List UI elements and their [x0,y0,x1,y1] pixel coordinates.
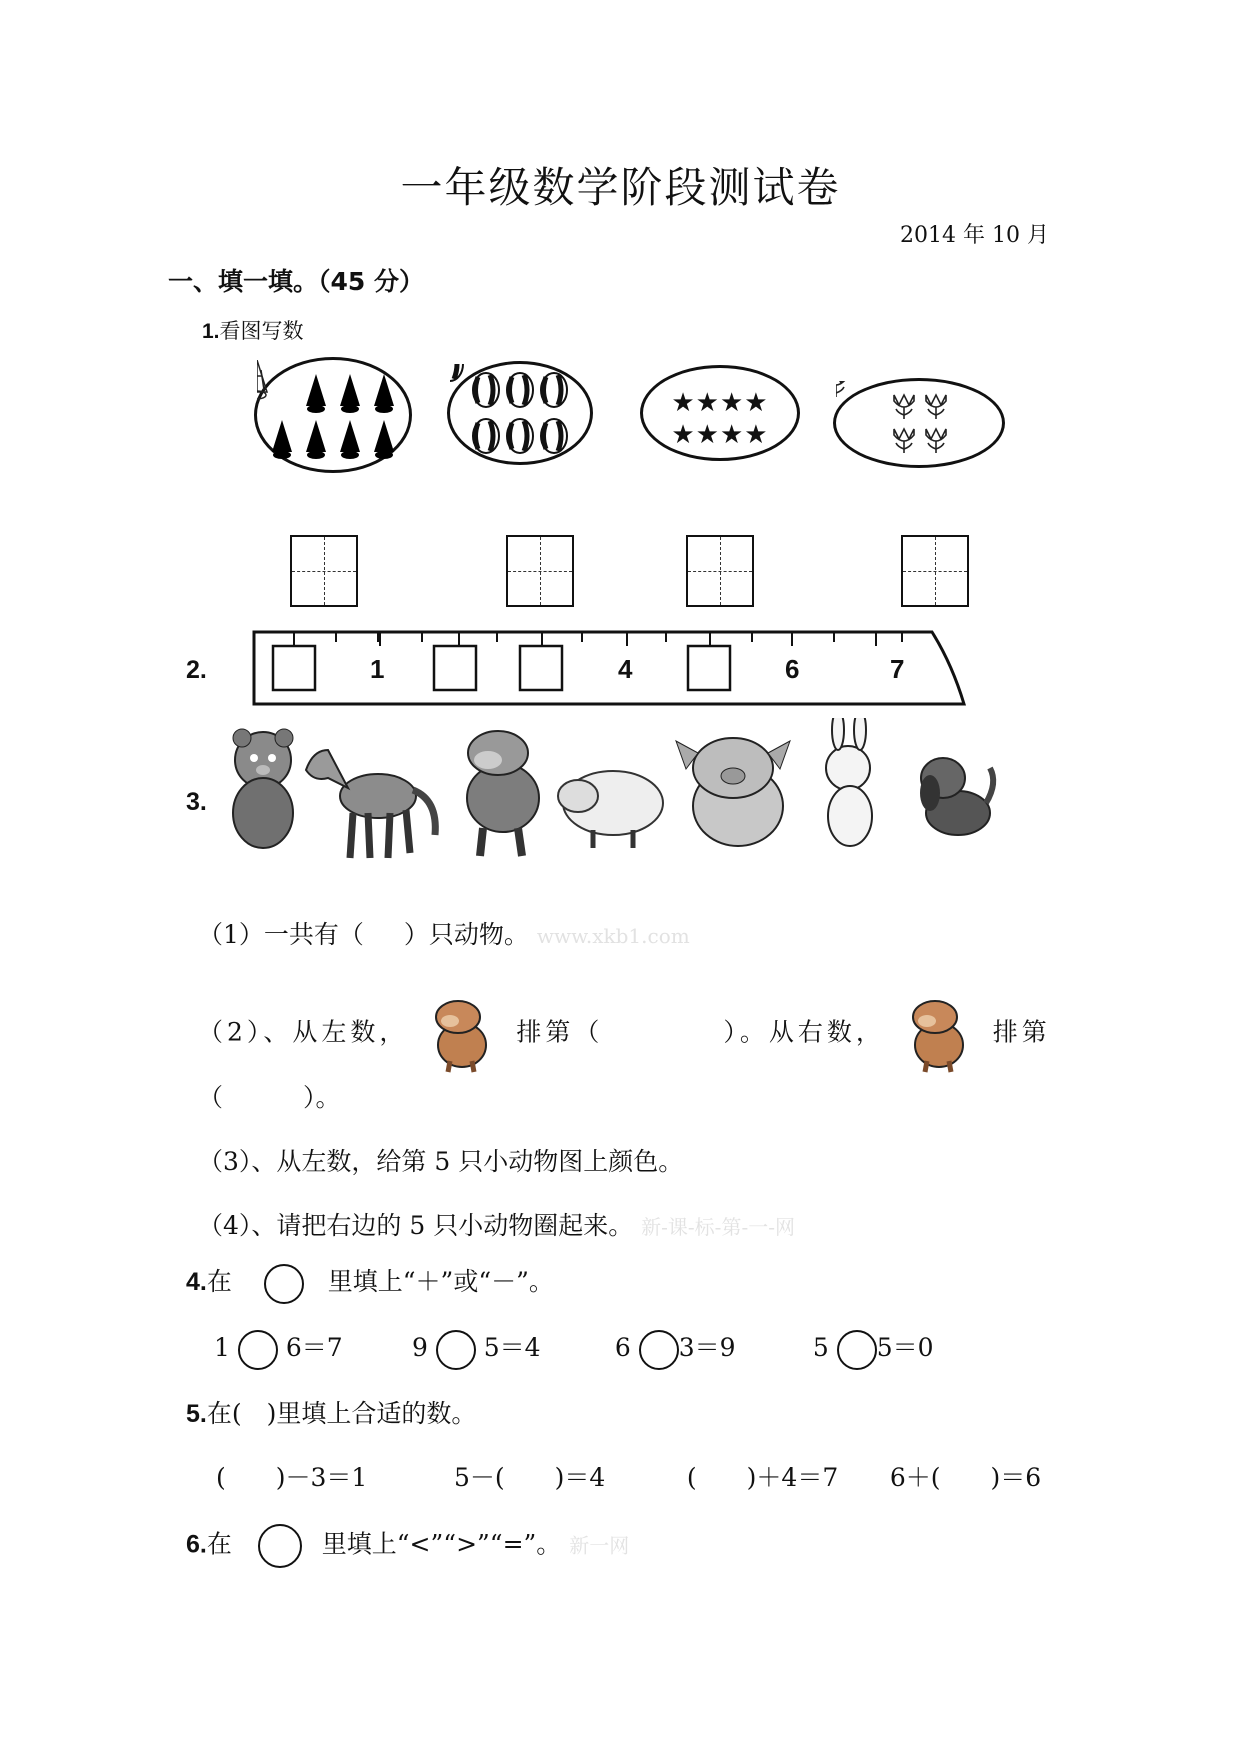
q4-item-3: 6 3＝9 [615,1328,805,1370]
cow-icon [467,731,539,856]
q3-part4: （4）、请把右边的 5 只小动物圈起来。 新-课-标-第-一-网 [198,1211,795,1240]
answer-circle[interactable] [238,1330,278,1370]
ruler-label-4: 4 [618,654,633,684]
tulip-oval [833,378,1005,468]
q4-heading: 4.在 里填上“＋”或“－”。 [186,1262,554,1304]
sheep-icon [558,771,663,848]
q4-items [214,1328,1094,1370]
section-heading: 一、填一填。（45 分） [168,267,424,296]
watermark: 新一网 [569,1533,630,1558]
q3-number: 3. [186,788,207,816]
ruler-label-7: 7 [890,654,905,684]
cow-icon [903,995,975,1073]
cow-icon [426,995,498,1073]
page-title: 一年级数学阶段测试卷 [400,163,841,212]
q5-items [216,1458,1041,1494]
watermark: www.xkb1.com [536,924,690,948]
ruler-graphic [252,624,972,714]
answer-box-3[interactable] [686,535,754,607]
ball-oval [447,361,593,465]
dog-icon [920,758,993,835]
q3-part2: （2）、从左数， 排第（ ）。从右数， 排第 [198,995,1051,1073]
q3-part1: （1）一共有（ ）只动物。 www.xkb1.com [198,920,690,949]
q3-part3: （3）、从左数，给第 5 只小动物图上颜色。 [198,1147,684,1176]
answer-box-4[interactable] [901,535,969,607]
horse-icon [306,750,435,858]
rabbit-icon [826,718,872,846]
ball-icon [450,364,590,462]
ruler-label-6: 6 [785,654,800,684]
q2-number: 2. [186,656,207,684]
answer-circle[interactable] [837,1330,877,1370]
q5-heading: 5.在( )里填上合适的数。 [186,1399,477,1428]
q6-heading: 6.在 里填上“<”“>”“=”。 新一网 [186,1524,629,1568]
q3-part2-cont: （ ）。 [198,1083,341,1112]
shuttlecock-oval [254,357,412,473]
q4-item-1: 1 6＝7 [214,1328,404,1370]
star-icon: ★★★★ ★★★★ [671,388,769,450]
animal-row [218,718,1018,868]
answer-box-2[interactable] [506,535,574,607]
q5-item-4: 6＋( )＝6 [889,1463,1042,1492]
q1-heading: 1.看图写数 [202,319,304,343]
circle-icon [258,1524,302,1568]
circle-icon [264,1264,304,1304]
answer-circle[interactable] [436,1330,476,1370]
star-oval [640,365,800,461]
watermark: 新-课-标-第-一-网 [641,1215,795,1239]
bear-icon [233,729,293,848]
exam-date: 2014 年 10 月 [900,223,1049,248]
q4-item-2: 9 5＝4 [412,1328,607,1370]
shuttlecock-icon [257,360,409,470]
q5-item-1: ( )－3＝1 [216,1463,368,1492]
q5-item-2: 5－( )＝4 [453,1463,606,1492]
q5-item-3: ( )＋4＝7 [686,1463,839,1492]
answer-circle[interactable] [639,1330,679,1370]
answer-box-1[interactable] [290,535,358,607]
ruler-label-1: 1 [370,654,385,684]
q4-item-4: 5 5＝0 [813,1328,934,1370]
pig-icon [676,738,790,846]
tulip-icon [836,381,1002,465]
